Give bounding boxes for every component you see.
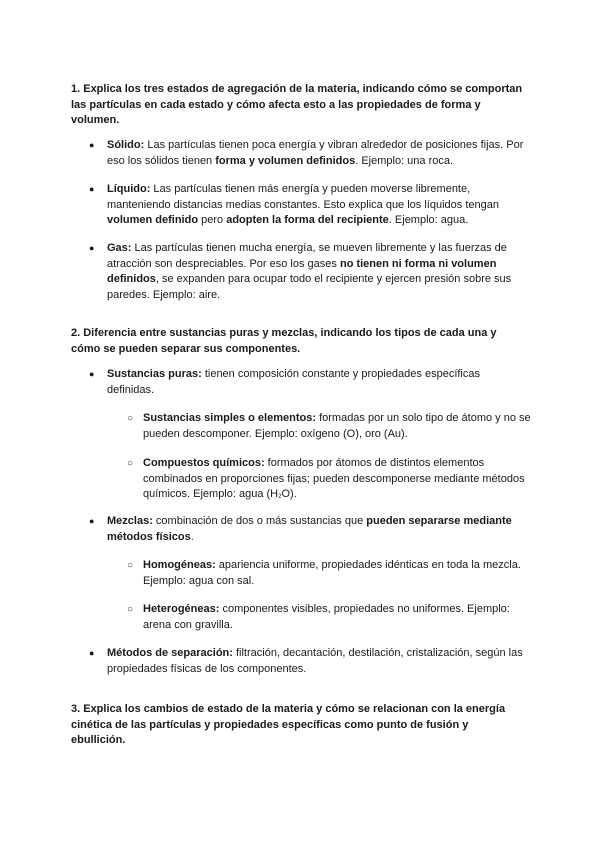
term-gas: Gas: [107, 242, 132, 254]
list-item-sustancias-simples: Sustancias simples o elementos: formadas por un solo tipo de átomo y no se pueden descomponer. Ejemplo: oxígeno (O), oro (Au). [143, 412, 531, 440]
term-metodos-separacion: Métodos de separación: [107, 647, 233, 659]
sub-bullet-marker: ○ [127, 560, 134, 571]
term-solido: Sólido: [107, 139, 145, 151]
term-compuestos-quimicos: Compuestos químicos: [143, 457, 265, 469]
term-mezclas: Mezclas: [107, 515, 153, 527]
term-liquido: Líquido: [107, 183, 151, 195]
list-item-compuestos-quimicos: Compuestos químicos: formados por átomos de distintos elementos combinados en proporciones fijas; pueden descomponerse mediante métodos químicos. Ejemplo: agua $(H_2O)$. [143, 457, 525, 501]
sub-bullet-marker: ○ [127, 604, 134, 615]
list-item-heterogeneas: Heterogéneas: componentes visibles, propiedades no uniformes. Ejemplo: arena con gravilla. [143, 603, 510, 631]
bullet-marker: ● [89, 140, 95, 150]
term-sustancias-simples: Sustancias simples o elementos: [143, 412, 317, 424]
question-3-heading: 3. Explica los cambios de estado de la materia y cómo se relacionan con la energía cinética de las partículas y propiedades específicas como punto de fusión y ebullición. [71, 703, 506, 747]
term-sustancias-puras: Sustancias puras: [107, 368, 202, 380]
sub-bullet-marker: ○ [127, 413, 134, 424]
bullet-marker: ● [89, 184, 95, 194]
list-item-mezclas: Mezclas: combinación de dos o más sustancias que pueden separarse mediante métodos físicos. [107, 515, 512, 543]
term-homogeneas: Homogéneas: [143, 559, 216, 571]
bullet-marker: ● [89, 516, 95, 526]
bullet-marker: ● [89, 369, 95, 379]
list-item-liquido: Líquido: Las partículas tienen más energía y pueden moverse libremente, manteniendo distancias medias constantes. Esto explica que los líquidos tengan volumen definido pero adopten la forma del recipiente. Ejemplo: agua. [107, 183, 499, 227]
question-1-heading: 1. Explica los tres estados de agregación de la materia, indicando cómo se comportan las partículas en cada estado y cómo afecta esto a las propiedades de forma y volumen. [71, 83, 523, 127]
list-item-gas: Gas: Las partículas tienen mucha energía, se mueven libremente y las fuerzas de atracción son despreciables. Por eso los gases no tienen ni forma ni volumen definidos, se expanden para ocupar todo el recipiente y ejercen presión sobre sus paredes. Ejemplo: aire. [107, 242, 512, 301]
list-item-solido: Sólido: Las partículas tienen poca energía y vibran alrededor de posiciones fijas. Por eso los sólidos tienen forma y volumen definidos. Ejemplo: una roca. [107, 139, 524, 167]
list-item-metodos-separacion: Métodos de separación: filtración, decantación, destilación, cristalización, según las propiedades físicas de los componentes. [107, 647, 523, 675]
question-2-heading: 2. Diferencia entre sustancias puras y mezclas, indicando los tipos de cada una y cómo se pueden separar sus componentes. [71, 327, 497, 355]
list-item-homogeneas: Homogéneas: apariencia uniforme, propiedades idénticas en toda la mezcla. Ejemplo: agua con sal. [143, 559, 521, 587]
term-heterogeneas: Heterogéneas: [143, 603, 220, 615]
sub-bullet-marker: ○ [127, 458, 134, 469]
subscript-2: 2 [278, 494, 282, 501]
bullet-marker: ● [89, 648, 95, 658]
list-item-sustancias-puras: Sustancias puras: tienen composición constante y propiedades específicas definidas. [107, 368, 480, 396]
bullet-marker: ● [89, 243, 95, 253]
